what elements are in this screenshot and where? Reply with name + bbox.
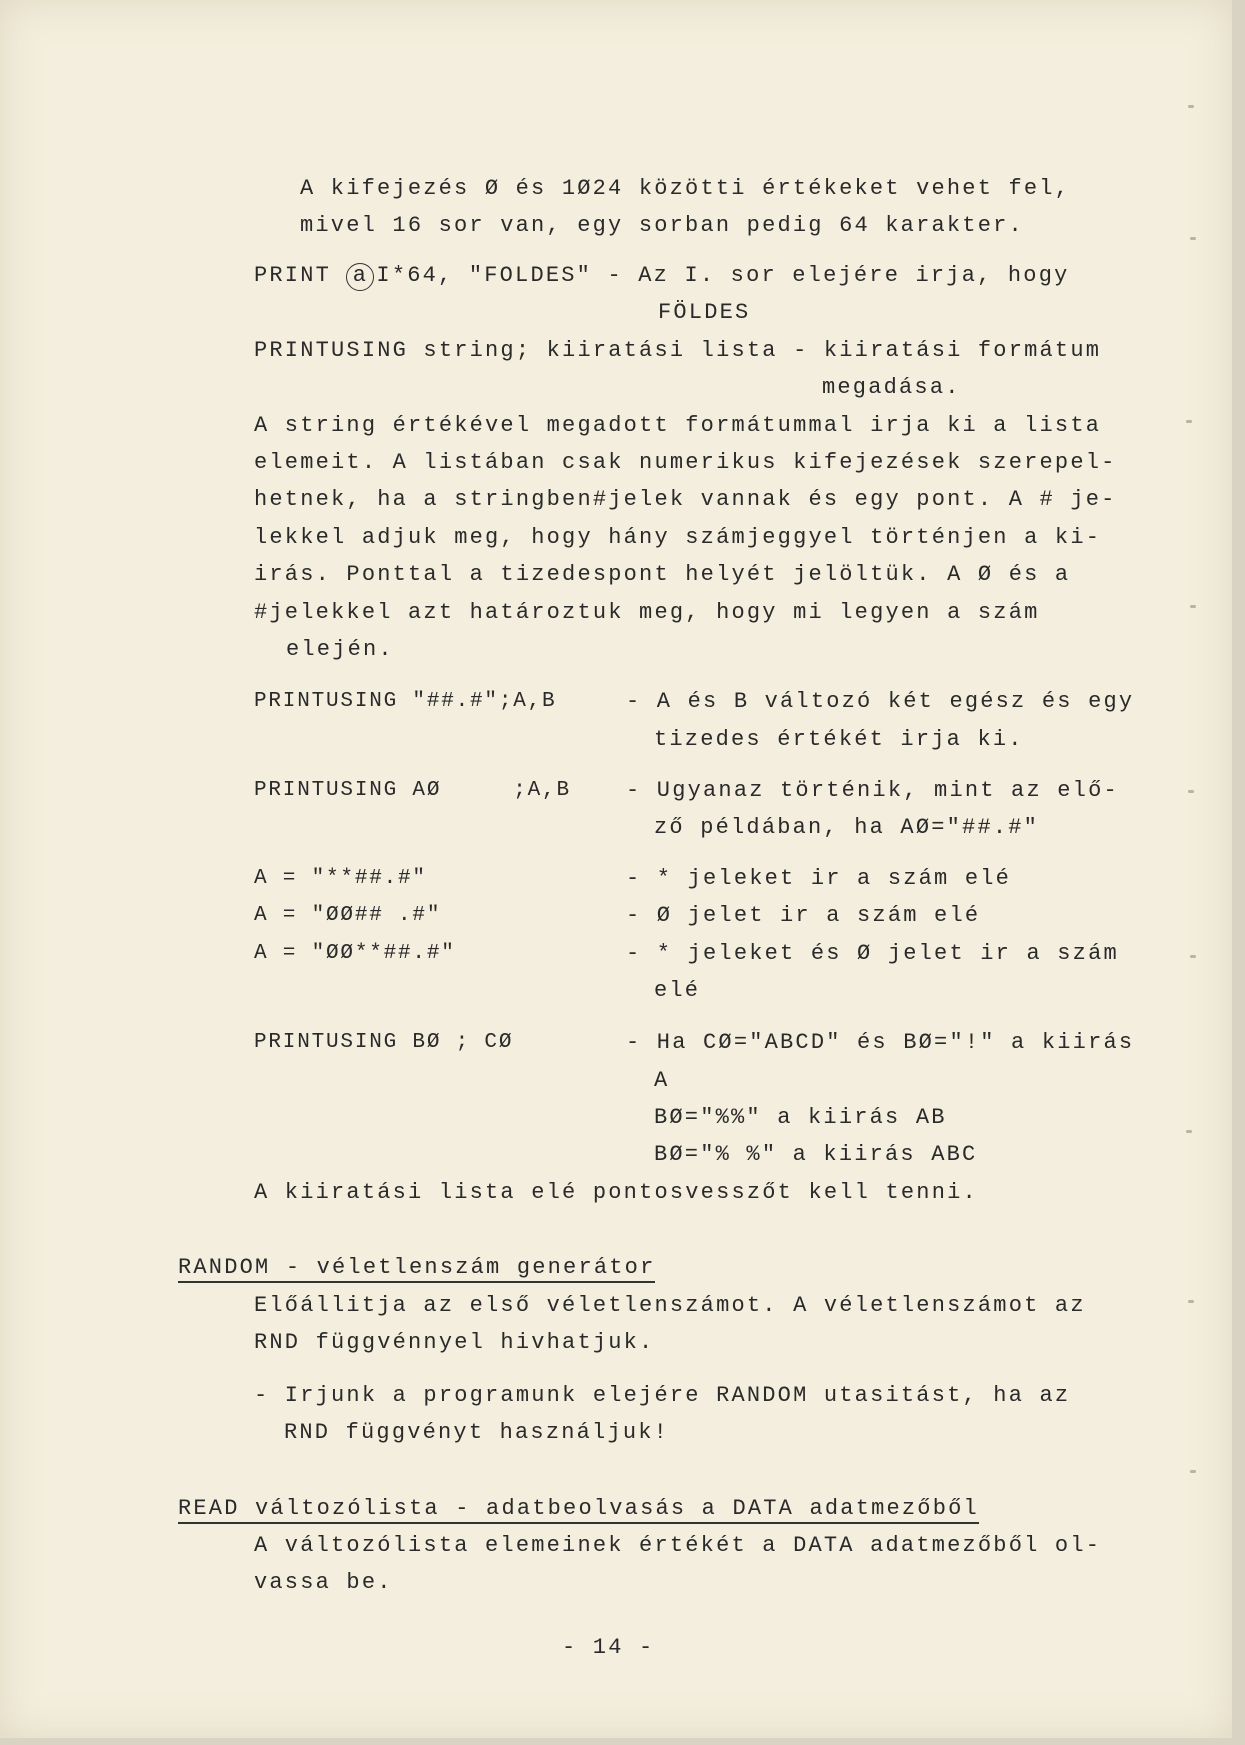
para-line: A string értékével megadott formátummal irja ki a lista (254, 413, 1102, 438)
print-at-line (254, 263, 1070, 291)
random-heading (178, 1255, 655, 1281)
random-note: - Irjunk a programunk elejére RANDOM utasitást, ha az (254, 1383, 1071, 1408)
print-at-cont: FÖLDES (658, 300, 751, 325)
intro-line-1: A kifejezés Ø és 1Ø24 közötti értékeket vehet fel, (300, 176, 1071, 201)
example-left: A = "ØØ**##.#" (254, 942, 456, 965)
read-body: vassa be. (254, 1570, 393, 1595)
margin-mark (1188, 1300, 1194, 1303)
margin-mark (1190, 955, 1196, 958)
margin-mark (1186, 420, 1192, 423)
after-examples: A kiiratási lista elé pontosvesszőt kell tenni. (254, 1180, 978, 1205)
example-right: - * jeleket és Ø jelet ir a szám (626, 941, 1119, 966)
random-body: Előállitja az első véletlenszámot. A véletlenszámot az (254, 1293, 1086, 1318)
example-left: A = "**##.#" (254, 867, 427, 890)
printusing-def-line-1: PRINTUSING string; kiiratási lista - kiiratási formátum (254, 338, 1102, 363)
example-left: A = "ØØ## .#" (254, 904, 442, 927)
example-left: PRINTUSING AØ ;A,B (254, 779, 571, 802)
example-right: BØ="% %" a kiirás ABC (654, 1142, 978, 1167)
page-number: - 14 - (562, 1635, 655, 1660)
example-right: - A és B változó két egész és egy (626, 689, 1135, 714)
para-line: lekkel adjuk meg, hogy hány számjeggyel történjen a ki- (254, 525, 1102, 550)
print-at-rest: I*64, "FOLDES" - Az I. sor elejére irja, hogy (376, 263, 1070, 288)
margin-mark (1190, 1470, 1196, 1473)
margin-mark (1190, 605, 1196, 608)
para-line: hetnek, ha a stringben#jelek vannak és egy pont. A # je- (254, 487, 1117, 512)
random-note: RND függvényt használjuk! (284, 1420, 670, 1445)
random-body: RND függvénnyel hivhatjuk. (254, 1330, 655, 1355)
example-right: elé (654, 978, 701, 1003)
margin-mark (1190, 237, 1196, 240)
para-line: irás. Ponttal a tizedespont helyét jelöltük. A Ø és a (254, 562, 1071, 587)
example-left: PRINTUSING "##.#";A,B (254, 690, 557, 713)
margin-mark (1188, 105, 1194, 108)
read-heading-text: READ változólista - adatbeolvasás a DATA adatmezőből (178, 1496, 979, 1524)
margin-mark (1188, 790, 1194, 793)
example-right: BØ="%%" a kiirás AB (654, 1105, 947, 1130)
intro-line-2: mivel 16 sor van, egy sorban pedig 64 karakter. (300, 213, 1024, 238)
random-heading-text: RANDOM - véletlenszám generátor (178, 1255, 655, 1283)
example-right: ző példában, ha AØ="##.#" (654, 815, 1040, 840)
para-line: elején. (286, 637, 394, 662)
example-right: A (654, 1068, 670, 1093)
print-cmd: PRINT (254, 263, 347, 288)
para-line: elemeit. A listában csak numerikus kifejezések szerepel- (254, 450, 1117, 475)
margin-mark (1186, 1130, 1192, 1133)
para-line: #jelekkel azt határoztuk meg, hogy mi legyen a szám (254, 600, 1040, 625)
example-right: tizedes értékét irja ki. (654, 727, 1024, 752)
printusing-def-line-2: megadása. (822, 375, 961, 400)
example-left: PRINTUSING BØ ; CØ (254, 1031, 514, 1054)
at-symbol-icon: a (346, 263, 374, 291)
read-heading (178, 1496, 979, 1522)
example-right: - * jeleket ir a szám elé (626, 866, 1012, 891)
example-right: - Ugyanaz történik, mint az elő- (626, 778, 1119, 803)
example-right: - Ha CØ="ABCD" és BØ="!" a kiirás (626, 1030, 1135, 1055)
read-body: A változólista elemeinek értékét a DATA adatmezőből ol- (254, 1533, 1102, 1558)
example-right: - Ø jelet ir a szám elé (626, 903, 981, 928)
